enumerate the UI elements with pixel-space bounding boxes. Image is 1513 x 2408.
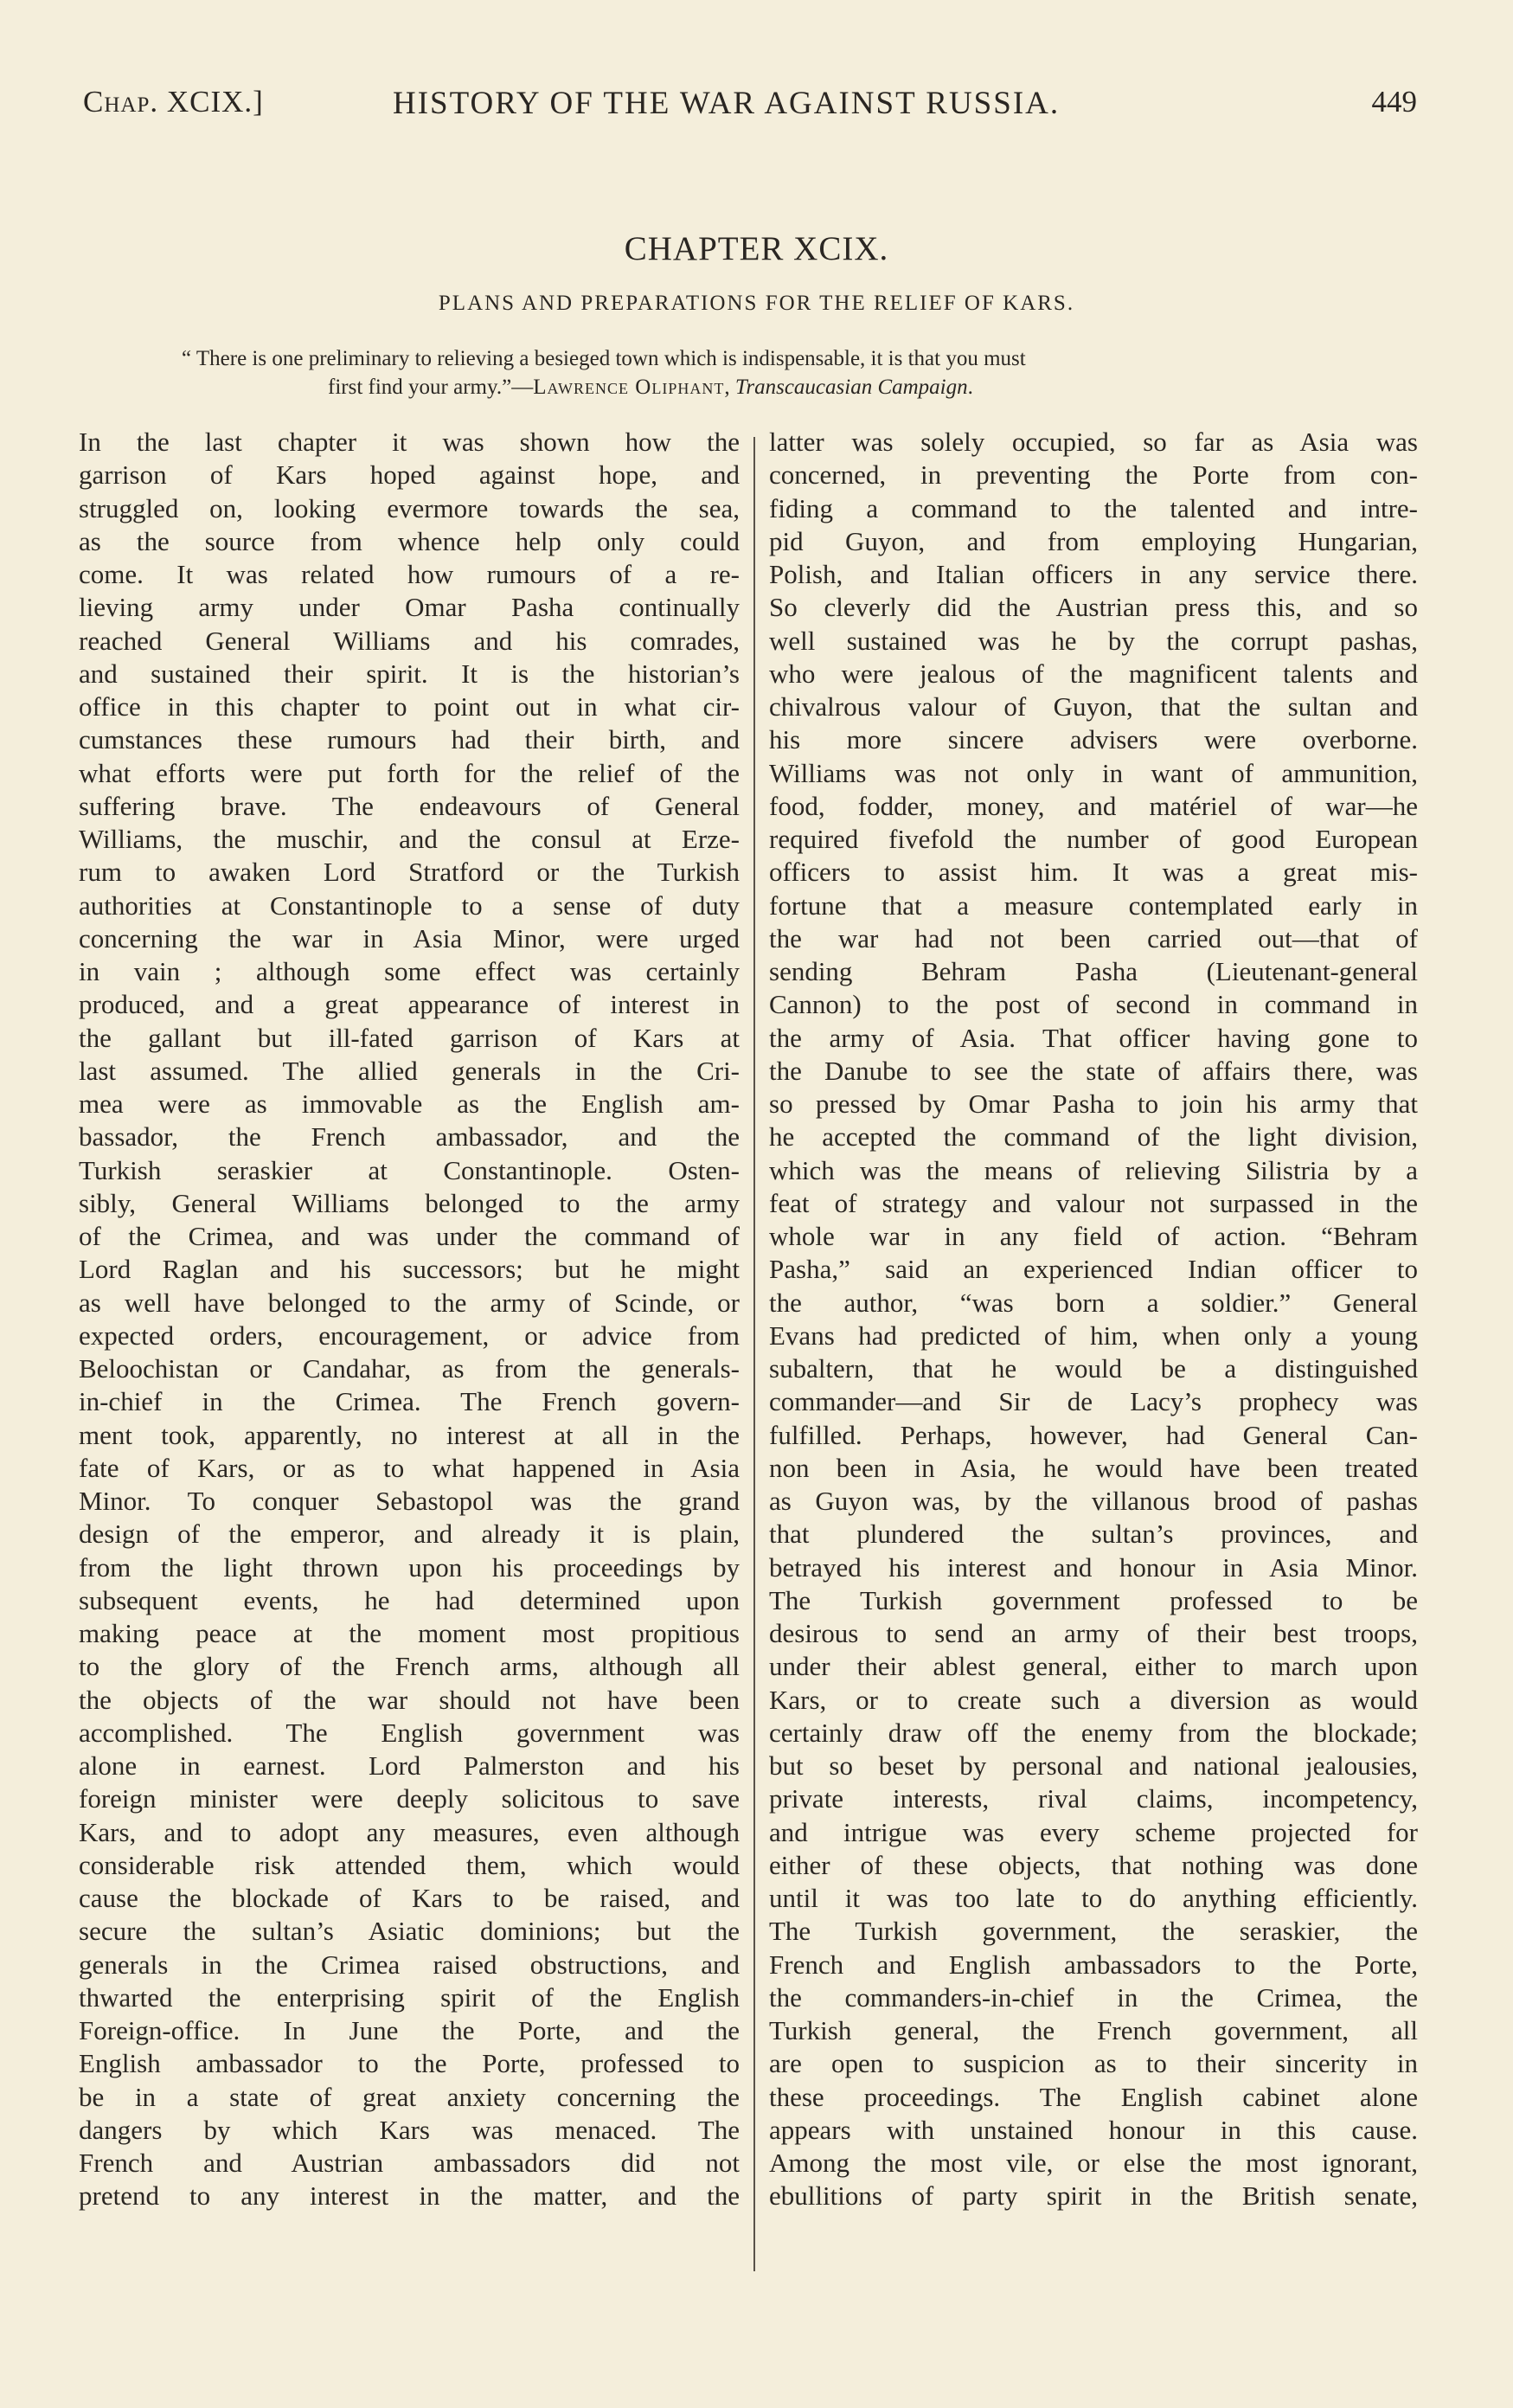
text-line: from the light thrown upon his proceedings by bbox=[79, 1551, 740, 1583]
text-line: concerned, in preventing the Porte from con- bbox=[769, 459, 1418, 491]
text-line: the objects of the war should not have been bbox=[79, 1684, 740, 1715]
right-column bbox=[769, 426, 1418, 2213]
text-line: produced, and a great appearance of interest in bbox=[79, 989, 740, 1020]
text-line: in vain ; although some effect was certainly bbox=[79, 956, 740, 986]
running-head-chapter: Chap. XCIX.] bbox=[83, 85, 264, 119]
text-line: The Turkish government, the seraskier, the bbox=[769, 1916, 1418, 1947]
epigraph-end: . bbox=[967, 376, 973, 399]
text-line: Williams, the muschir, and the consul at Erze- bbox=[79, 824, 740, 854]
text-line: Cannon) to the post of second in command in bbox=[769, 989, 1418, 1020]
text-line: generals in the Crimea raised obstructions, and bbox=[79, 1949, 740, 1980]
text-line: struggled on, looking evermore towards the sea, bbox=[79, 492, 740, 523]
text-line: expected orders, encouragement, or advice from bbox=[79, 1320, 740, 1351]
text-line: Turkish seraskier at Constantinople. Osten- bbox=[79, 1154, 740, 1185]
text-line: his more sincere advisers were overborne. bbox=[769, 724, 1418, 755]
text-line: as the source from whence help only could bbox=[79, 525, 740, 556]
text-line: sending Behram Pasha (Lieutenant-general bbox=[769, 956, 1418, 986]
text-line: considerable risk attended them, which would bbox=[79, 1849, 740, 1880]
text-line: office in this chapter to point out in what cir- bbox=[79, 691, 740, 722]
text-line: required fivefold the number of good European bbox=[769, 824, 1418, 854]
text-line: what efforts were put forth for the relief of the bbox=[79, 757, 740, 788]
text-line: be in a state of great anxiety concerning the bbox=[79, 2081, 740, 2112]
text-line: Lord Raglan and his successors; but he might bbox=[79, 1254, 740, 1285]
text-line: subsequent events, he had determined upon bbox=[79, 1584, 740, 1615]
text-line: the gallant but ill-fated garrison of Kars at bbox=[79, 1022, 740, 1053]
text-line: non been in Asia, he would have been treated bbox=[769, 1452, 1418, 1483]
text-line: these proceedings. The English cabinet alone bbox=[769, 2081, 1418, 2112]
chapter-heading: CHAPTER XCIX. bbox=[624, 230, 889, 267]
text-line: the author, “was born a soldier.” General bbox=[769, 1287, 1418, 1318]
text-line: and intrigue was every scheme projected for bbox=[769, 1816, 1418, 1847]
text-line: ment took, apparently, no interest at all in the bbox=[79, 1419, 740, 1450]
text-line: desirous to send an army of their best troops, bbox=[769, 1618, 1418, 1648]
epigraph-separator: , bbox=[724, 376, 735, 399]
text-line: garrison of Kars hoped against hope, and bbox=[79, 459, 740, 491]
text-line: secure the sultan’s Asiatic dominions; but the bbox=[79, 1916, 740, 1947]
text-line: French and Austrian ambassadors did not bbox=[79, 2148, 740, 2178]
text-line: the war had not been carried out—that of bbox=[769, 922, 1418, 954]
page-number: 449 bbox=[1371, 85, 1417, 119]
text-line: alone in earnest. Lord Palmerston and his bbox=[79, 1750, 740, 1781]
text-line: rum to awaken Lord Stratford or the Turkish bbox=[79, 857, 740, 888]
text-line: suffering brave. The endeavours of General bbox=[79, 790, 740, 821]
text-line: betrayed his interest and honour in Asia Minor. bbox=[769, 1551, 1418, 1583]
epigraph-line-1: “ There is one preliminary to relieving a besieged town which is indispensable, it is that you must bbox=[182, 347, 1026, 370]
text-line: last assumed. The allied generals in the Cri- bbox=[79, 1055, 740, 1086]
text-line: Turkish general, the French government, all bbox=[769, 2015, 1418, 2045]
text-line: he accepted the command of the light division, bbox=[769, 1121, 1418, 1153]
text-line: the Danube to see the state of affairs there, was bbox=[769, 1055, 1418, 1086]
text-line: foreign minister were deeply solicitous to save bbox=[79, 1783, 740, 1814]
text-line: English ambassador to the Porte, professed to bbox=[79, 2048, 740, 2079]
text-line: dangers by which Kars was menaced. The bbox=[79, 2114, 740, 2145]
text-line: reached General Williams and his comrades, bbox=[79, 625, 740, 656]
text-line: of the Crimea, and was under the command of bbox=[79, 1221, 740, 1251]
text-line: fate of Kars, or as to what happened in Asia bbox=[79, 1452, 740, 1483]
text-line: latter was solely occupied, so far as Asia was bbox=[769, 427, 1418, 457]
text-line: lieving army under Omar Pasha continually bbox=[79, 592, 740, 623]
text-line: Among the most vile, or else the most ignorant, bbox=[769, 2148, 1418, 2178]
text-line: fulfilled. Perhaps, however, had General Can- bbox=[769, 1419, 1418, 1450]
text-line: until it was too late to do anything efficiently. bbox=[769, 1883, 1418, 1913]
text-line: cumstances these rumours had their birth, and bbox=[79, 724, 740, 755]
text-line: appears with unstained honour in this cause. bbox=[769, 2114, 1418, 2145]
text-line: Minor. To conquer Sebastopol was the grand bbox=[79, 1486, 740, 1516]
text-line: to the glory of the French arms, although all bbox=[79, 1651, 740, 1682]
text-line: but so beset by personal and national jealousies, bbox=[769, 1750, 1418, 1781]
text-line: private interests, rival claims, incompetency, bbox=[769, 1783, 1418, 1814]
running-head bbox=[83, 85, 1417, 128]
text-line: thwarted the enterprising spirit of the English bbox=[79, 1981, 740, 2013]
column-divider bbox=[753, 437, 755, 2271]
text-line: Kars, and to adopt any measures, even although bbox=[79, 1816, 740, 1847]
text-line: Foreign-office. In June the Porte, and the bbox=[79, 2015, 740, 2045]
text-line: In the last chapter it was shown how the bbox=[79, 427, 740, 457]
epigraph-line-2 bbox=[182, 373, 1332, 401]
running-head-title: HISTORY OF THE WAR AGAINST RUSSIA. bbox=[393, 86, 1061, 121]
text-line: French and English ambassadors to the Porte, bbox=[769, 1949, 1418, 1980]
text-line: ebullitions of party spirit in the British senate, bbox=[769, 2180, 1418, 2212]
text-line: pid Guyon, and from employing Hungarian, bbox=[769, 525, 1418, 556]
text-line: come. It was related how rumours of a re- bbox=[79, 559, 740, 589]
text-line: bassador, the French ambassador, and the bbox=[79, 1121, 740, 1153]
text-line: either of these objects, that nothing was done bbox=[769, 1849, 1418, 1880]
text-line: so pressed by Omar Pasha to join his army that bbox=[769, 1088, 1418, 1119]
text-line: food, fodder, money, and matériel of war—he bbox=[769, 790, 1418, 821]
text-line: Beloochistan or Candahar, as from the generals- bbox=[79, 1353, 740, 1384]
text-line: under their ablest general, either to march upon bbox=[769, 1651, 1418, 1682]
text-line: Kars, or to create such a diversion as would bbox=[769, 1684, 1418, 1715]
chapter-subtitle: PLANS AND PREPARATIONS FOR THE RELIEF OF KARS. bbox=[438, 292, 1075, 315]
text-line: Williams was not only in want of ammunition, bbox=[769, 757, 1418, 788]
text-line: as well have belonged to the army of Scinde, or bbox=[79, 1287, 740, 1318]
text-line: authorities at Constantinople to a sense of duty bbox=[79, 889, 740, 921]
text-line: accomplished. The English government was bbox=[79, 1717, 740, 1748]
text-line: design of the emperor, and already it is plain, bbox=[79, 1519, 740, 1550]
text-line: the army of Asia. That officer having gone to bbox=[769, 1022, 1418, 1053]
text-line: are open to suspicion as to their sincerity in bbox=[769, 2048, 1418, 2079]
text-line: subaltern, that he would be a distinguished bbox=[769, 1353, 1418, 1384]
text-line: concerning the war in Asia Minor, were urged bbox=[79, 922, 740, 954]
text-line: fiding a command to the talented and intre- bbox=[769, 492, 1418, 523]
epigraph-work: Transcaucasian Campaign bbox=[734, 376, 968, 399]
text-line: The Turkish government professed to be bbox=[769, 1584, 1418, 1615]
epigraph-quote-end: first find your army.”— bbox=[328, 376, 534, 399]
text-line: that plundered the sultan’s provinces, and bbox=[769, 1519, 1418, 1550]
text-line: sibly, General Williams belonged to the army bbox=[79, 1187, 740, 1218]
text-line: Evans had predicted of him, when only a young bbox=[769, 1320, 1418, 1351]
text-line: cause the blockade of Kars to be raised, and bbox=[79, 1883, 740, 1913]
text-line: as Guyon was, by the villanous brood of pashas bbox=[769, 1486, 1418, 1516]
text-line: commander—and Sir de Lacy’s prophecy was bbox=[769, 1386, 1418, 1417]
text-line: So cleverly did the Austrian press this, and so bbox=[769, 592, 1418, 623]
text-line: Polish, and Italian officers in any service there. bbox=[769, 559, 1418, 589]
text-line: feat of strategy and valour not surpassed in the bbox=[769, 1187, 1418, 1218]
text-line: and sustained their spirit. It is the historian’s bbox=[79, 658, 740, 689]
text-line: who were jealous of the magnificent talents and bbox=[769, 658, 1418, 689]
text-line: whole war in any field of action. “Behram bbox=[769, 1221, 1418, 1251]
text-line: officers to assist him. It was a great mis- bbox=[769, 857, 1418, 888]
text-line: mea were as immovable as the English am- bbox=[79, 1088, 740, 1119]
text-line: which was the means of relieving Silistria by a bbox=[769, 1154, 1418, 1185]
text-line: chivalrous valour of Guyon, that the sultan and bbox=[769, 691, 1418, 722]
text-line: well sustained was he by the corrupt pashas, bbox=[769, 625, 1418, 656]
epigraph bbox=[182, 344, 1332, 401]
text-line: the commanders-in-chief in the Crimea, the bbox=[769, 1981, 1418, 2013]
text-line: pretend to any interest in the matter, and the bbox=[79, 2180, 740, 2212]
epigraph-author: Lawrence Oliphant bbox=[533, 376, 725, 399]
text-line: fortune that a measure contemplated early in bbox=[769, 889, 1418, 921]
left-column bbox=[79, 426, 740, 2213]
text-line: certainly draw off the enemy from the blockade; bbox=[769, 1717, 1418, 1748]
text-line: in-chief in the Crimea. The French govern- bbox=[79, 1386, 740, 1417]
text-line: making peace at the moment most propitious bbox=[79, 1618, 740, 1648]
text-line: Pasha,” said an experienced Indian officer to bbox=[769, 1254, 1418, 1285]
